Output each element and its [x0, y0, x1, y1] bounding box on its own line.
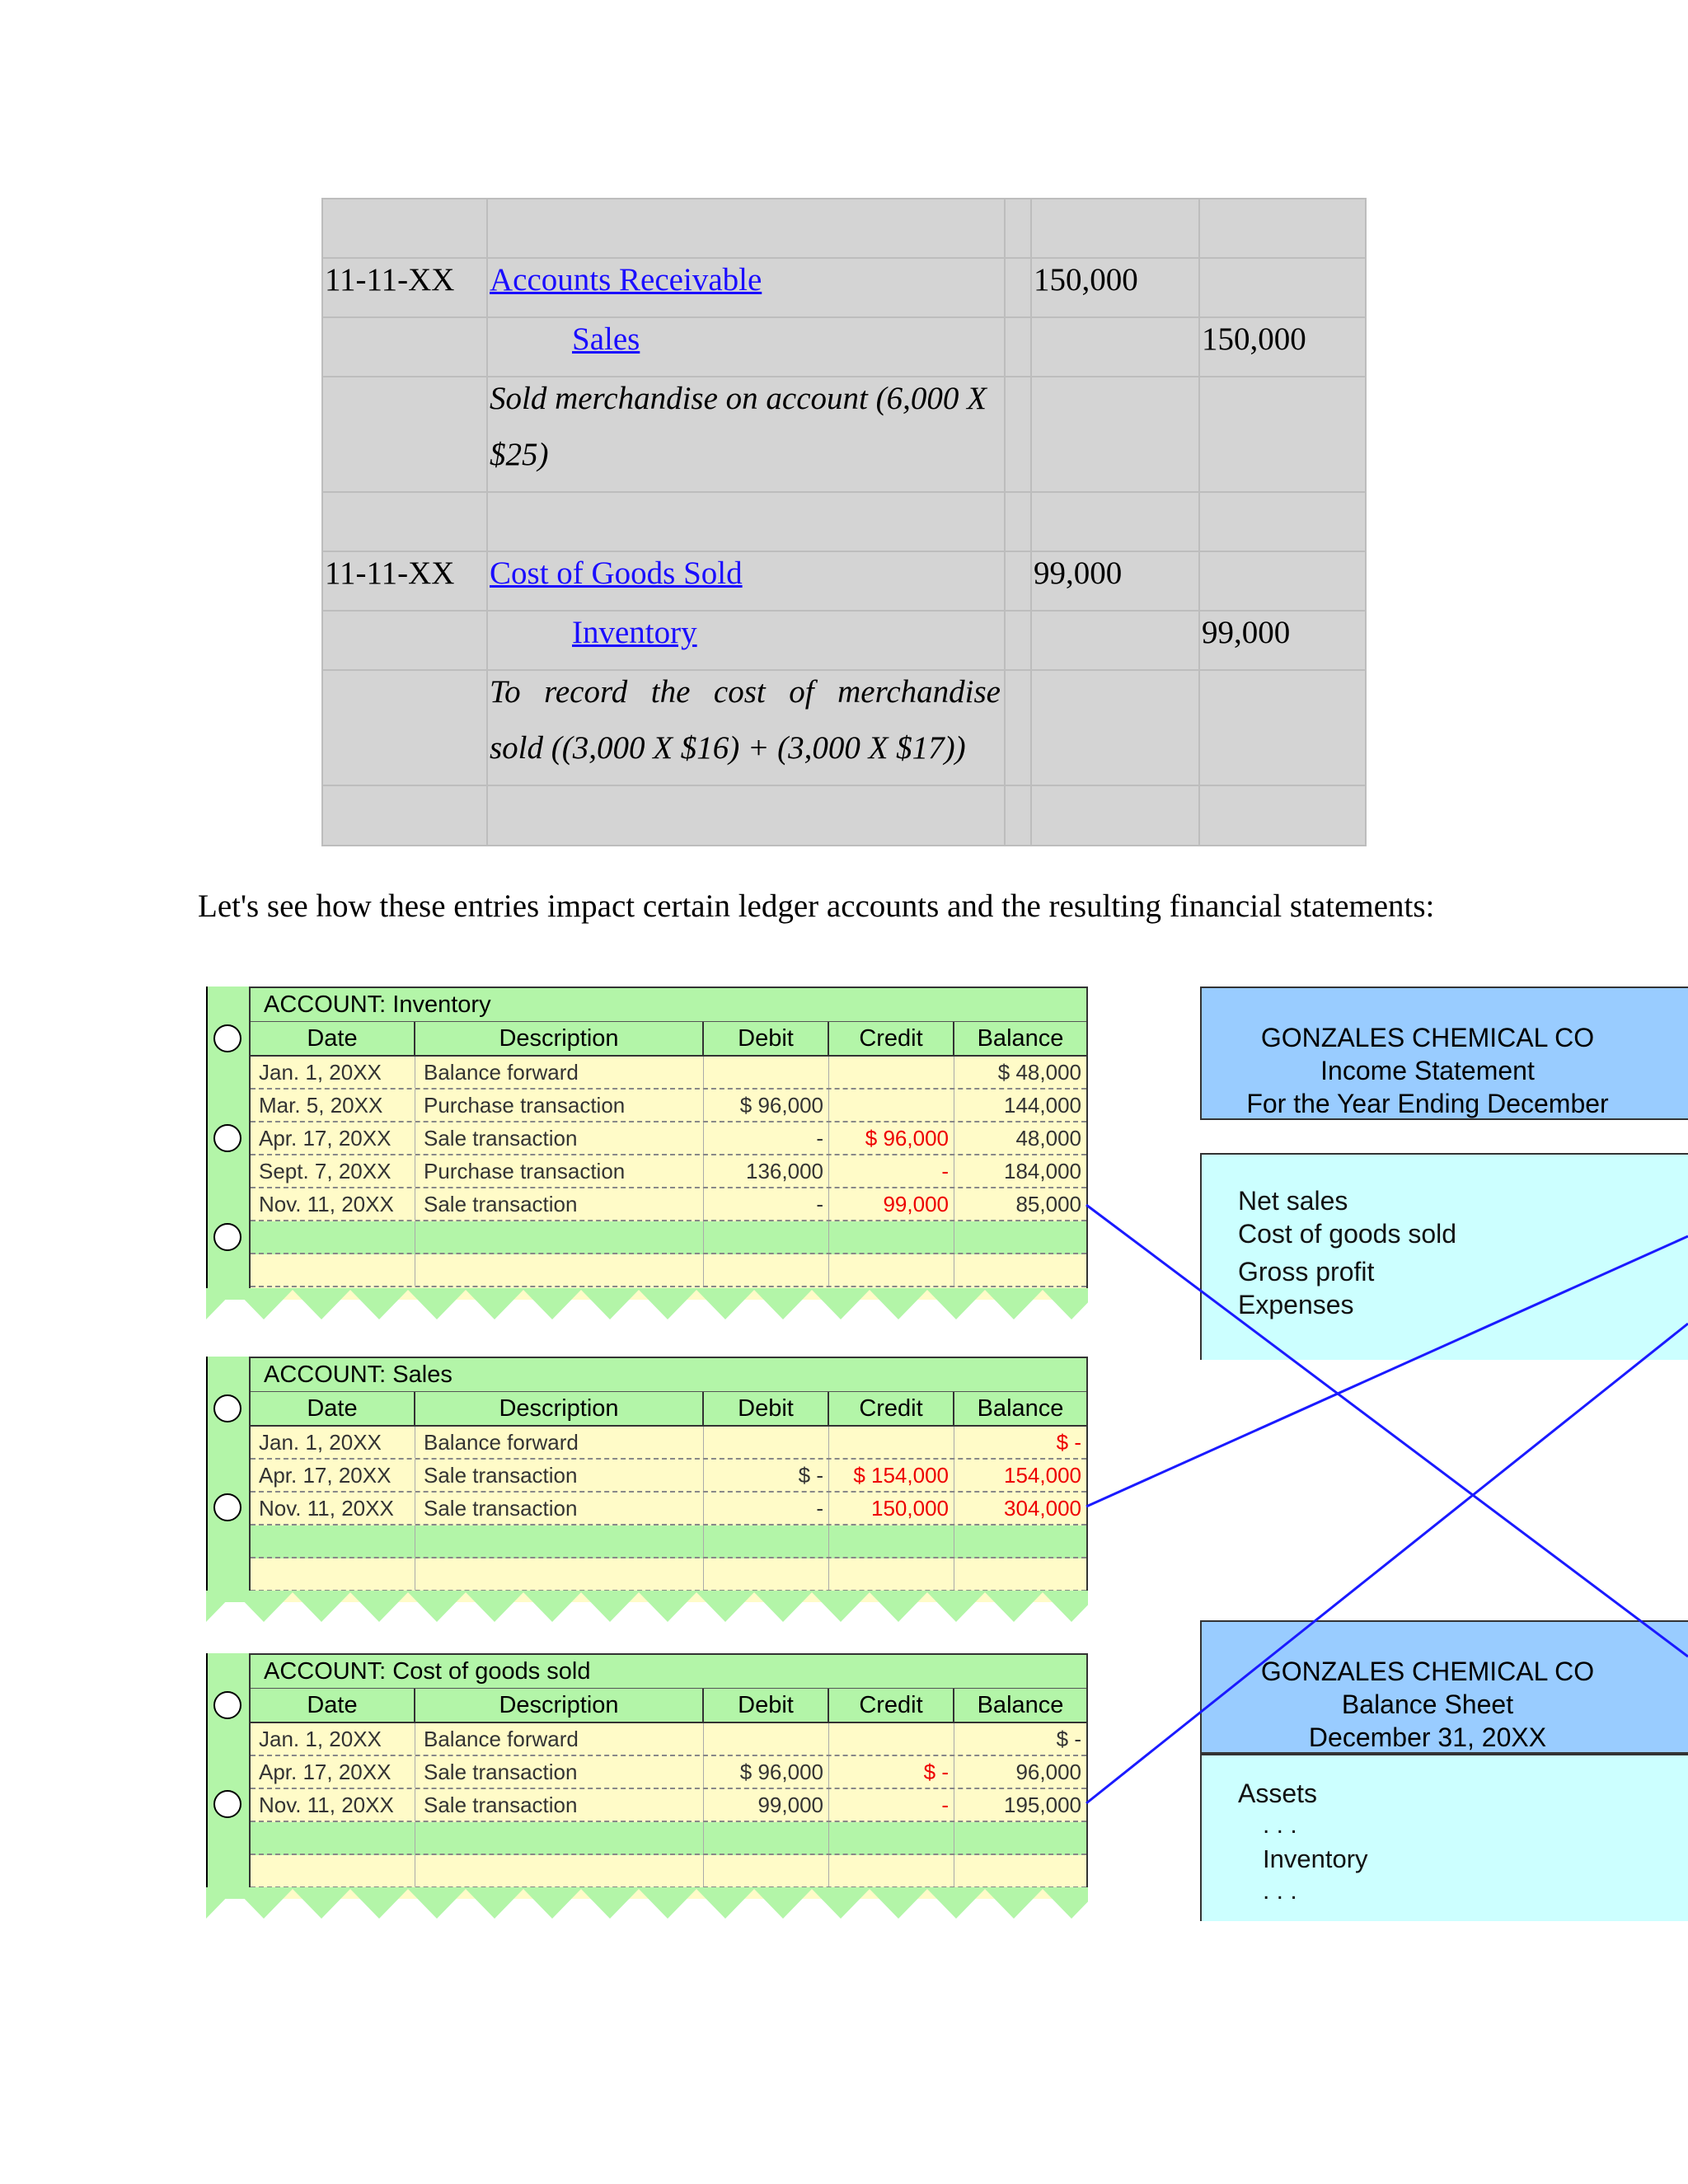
row-balance: 144,000: [1004, 1093, 1081, 1118]
header-date: Date: [251, 1392, 415, 1425]
row-balance: 184,000: [1004, 1159, 1081, 1183]
row-balance: $ -: [1056, 1430, 1081, 1455]
journal-debit-account-link[interactable]: Accounts Receivable: [490, 262, 762, 298]
header-description: Description: [415, 1022, 704, 1055]
header-debit: Debit: [704, 1022, 829, 1055]
header-description: Description: [415, 1392, 704, 1425]
statement-title: Balance Sheet: [1341, 1690, 1514, 1719]
row-balance: $ -: [1056, 1727, 1081, 1751]
journal-credit-amount: 150,000: [1202, 321, 1306, 357]
row-debit: $ 96,000: [704, 1090, 829, 1121]
journal-date: 11-11-XX: [325, 262, 455, 298]
ellipsis: . . .: [1263, 1811, 1297, 1839]
row-credit: -: [829, 1789, 954, 1821]
header-balance: Balance: [977, 1692, 1064, 1718]
connector-sales-to-net-sales: [1086, 1236, 1688, 1507]
intro-paragraph: Let's see how these entries impact certain ledger accounts and the resulting financial statements:: [198, 888, 1435, 924]
row-credit: -: [829, 1155, 954, 1187]
row-date: Nov. 11, 20XX: [251, 1789, 415, 1821]
row-balance: $ 48,000: [997, 1060, 1081, 1085]
row-debit: -: [704, 1122, 829, 1154]
journal-credit-account-link[interactable]: Inventory: [572, 615, 697, 650]
company-name: GONZALES CHEMICAL CO: [1260, 1657, 1595, 1686]
section-assets: Assets: [1238, 1779, 1318, 1808]
header-balance: Balance: [977, 1395, 1064, 1422]
row-balance: 48,000: [1015, 1126, 1081, 1151]
memo-word: record: [544, 674, 628, 710]
row-date: Apr. 17, 20XX: [251, 1756, 415, 1788]
row-debit: 99,000: [704, 1789, 829, 1821]
line-gross-profit: Gross profit: [1238, 1257, 1375, 1286]
row-date: Jan. 1, 20XX: [251, 1723, 415, 1755]
header-date: Date: [251, 1022, 415, 1055]
line-net-sales: Net sales: [1238, 1186, 1348, 1216]
row-balance: 85,000: [1015, 1192, 1081, 1216]
memo-word: of: [789, 674, 814, 710]
row-debit: $ -: [704, 1460, 829, 1491]
row-debit: -: [704, 1493, 829, 1524]
journal-date: 11-11-XX: [325, 555, 455, 591]
memo-word: cost: [713, 674, 766, 710]
header-credit: Credit: [829, 1022, 954, 1055]
header-credit: Credit: [829, 1392, 954, 1425]
line-expenses: Expenses: [1238, 1290, 1354, 1319]
journal-memo: sold ((3,000 X $16) + (3,000 X $17)): [490, 730, 966, 766]
ledger-account-title: ACCOUNT: Sales: [251, 1358, 1086, 1392]
row-date: Jan. 1, 20XX: [251, 1057, 415, 1088]
header-debit: Debit: [704, 1392, 829, 1425]
row-debit: 136,000: [704, 1155, 829, 1187]
statement-title: Income Statement: [1320, 1056, 1535, 1085]
row-description: Sale transaction: [415, 1188, 704, 1220]
row-description: Sale transaction: [415, 1789, 704, 1821]
header-date: Date: [251, 1689, 415, 1722]
row-credit: 99,000: [829, 1188, 954, 1220]
connector-cogs-to-income-statement: [1086, 1324, 1688, 1803]
row-description: Sale transaction: [415, 1122, 704, 1154]
journal-debit-amount: 99,000: [1034, 555, 1123, 591]
row-description: Sale transaction: [415, 1756, 704, 1788]
row-balance: 96,000: [1015, 1760, 1081, 1784]
journal-credit-amount: 99,000: [1202, 615, 1291, 650]
row-credit: $ 154,000: [829, 1460, 954, 1491]
memo-word: merchandise: [837, 674, 1001, 710]
ellipsis: . . .: [1263, 1877, 1297, 1905]
row-description: Purchase transaction: [415, 1155, 704, 1187]
row-description: Balance forward: [415, 1427, 704, 1458]
header-credit: Credit: [829, 1689, 954, 1722]
row-date: Nov. 11, 20XX: [251, 1493, 415, 1524]
memo-word: To: [490, 674, 521, 710]
ledger-account-title: ACCOUNT: Cost of goods sold: [251, 1655, 1086, 1689]
journal-credit-account-link[interactable]: Sales: [572, 321, 640, 357]
row-description: Sale transaction: [415, 1493, 704, 1524]
row-date: Jan. 1, 20XX: [251, 1427, 415, 1458]
row-date: Apr. 17, 20XX: [251, 1460, 415, 1491]
row-description: Purchase transaction: [415, 1090, 704, 1121]
header-balance: Balance: [977, 1025, 1064, 1052]
statement-period: For the Year Ending December: [1246, 1089, 1609, 1118]
line-cost-of-goods-sold: Cost of goods sold: [1238, 1219, 1457, 1249]
row-date: Nov. 11, 20XX: [251, 1188, 415, 1220]
row-description: Sale transaction: [415, 1460, 704, 1491]
row-balance: 195,000: [1004, 1793, 1081, 1817]
row-balance: 304,000: [1004, 1496, 1081, 1521]
line-inventory: Inventory: [1263, 1844, 1368, 1873]
connector-inventory-to-balance-sheet: [1086, 1205, 1688, 1657]
journal-memo: $25): [490, 437, 549, 472]
company-name: GONZALES CHEMICAL CO: [1260, 1023, 1595, 1052]
row-date: Sept. 7, 20XX: [251, 1155, 415, 1187]
ledger-account-title: ACCOUNT: Inventory: [251, 988, 1086, 1022]
row-credit: $ 96,000: [829, 1122, 954, 1154]
row-description: Balance forward: [415, 1723, 704, 1755]
row-credit: $ -: [829, 1756, 954, 1788]
header-debit: Debit: [704, 1689, 829, 1722]
row-date: Apr. 17, 20XX: [251, 1122, 415, 1154]
row-description: Balance forward: [415, 1057, 704, 1088]
journal-memo: Sold merchandise on account (6,000 X: [490, 381, 987, 416]
row-debit: $ 96,000: [704, 1756, 829, 1788]
row-debit: -: [704, 1188, 829, 1220]
statement-date: December 31, 20XX: [1308, 1722, 1547, 1752]
journal-debit-account-link[interactable]: Cost of Goods Sold: [490, 555, 743, 591]
row-date: Mar. 5, 20XX: [251, 1090, 415, 1121]
journal-debit-amount: 150,000: [1034, 262, 1138, 298]
memo-word: the: [650, 674, 691, 710]
row-balance: 154,000: [1004, 1463, 1081, 1488]
header-description: Description: [415, 1689, 704, 1722]
row-credit: 150,000: [829, 1493, 954, 1524]
